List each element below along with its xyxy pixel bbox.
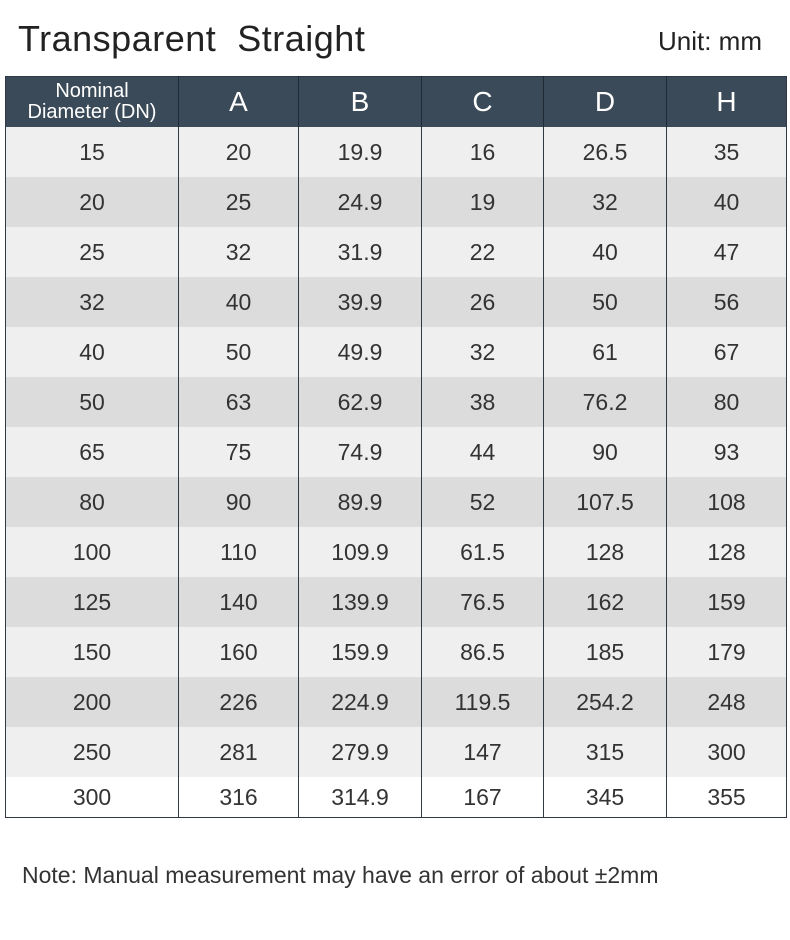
- table-cell: 25: [6, 227, 179, 277]
- table-cell: 15: [6, 127, 179, 177]
- table-row: [6, 577, 787, 627]
- table-cell: 65: [6, 427, 179, 477]
- table-cell: 26.5: [544, 127, 667, 177]
- table-cell: 281: [179, 727, 299, 777]
- table-cell: 49.9: [299, 327, 422, 377]
- table-cell: 314.9: [299, 777, 422, 818]
- table-cell: 279.9: [299, 727, 422, 777]
- page-title: Transparent Straight: [18, 18, 366, 59]
- table-cell: 32: [544, 177, 667, 227]
- table-cell: 61.5: [422, 527, 544, 577]
- table-cell: 162: [544, 577, 667, 627]
- table-cell: 25: [179, 177, 299, 227]
- table-cell: 107.5: [544, 477, 667, 527]
- table-cell: 74.9: [299, 427, 422, 477]
- table-cell: 20: [6, 177, 179, 227]
- column-header-a: A: [179, 77, 299, 128]
- table-cell: 75: [179, 427, 299, 477]
- table-cell: 32: [179, 227, 299, 277]
- table-cell: 248: [667, 677, 787, 727]
- table-cell: 19.9: [299, 127, 422, 177]
- table-row: [6, 677, 787, 727]
- table-body: [6, 127, 787, 818]
- table-cell: 50: [179, 327, 299, 377]
- table-row: [6, 727, 787, 777]
- column-header-nominal-diameter: [6, 77, 179, 128]
- table-row: [6, 227, 787, 277]
- table-cell: 80: [6, 477, 179, 527]
- table-row: [6, 777, 787, 818]
- table-cell: 38: [422, 377, 544, 427]
- table-cell: 76.2: [544, 377, 667, 427]
- table-cell: 16: [422, 127, 544, 177]
- table-cell: 316: [179, 777, 299, 818]
- table-cell: 63: [179, 377, 299, 427]
- table-cell: 20: [179, 127, 299, 177]
- table-cell: 315: [544, 727, 667, 777]
- table-cell: 50: [6, 377, 179, 427]
- table-cell: 250: [6, 727, 179, 777]
- table-cell: 119.5: [422, 677, 544, 727]
- table-cell: 19: [422, 177, 544, 227]
- table-row: [6, 627, 787, 677]
- table-cell: 108: [667, 477, 787, 527]
- table-cell: 76.5: [422, 577, 544, 627]
- column-header-c: C: [422, 77, 544, 128]
- table-cell: 32: [6, 277, 179, 327]
- dimension-table: [5, 76, 787, 818]
- table-cell: 89.9: [299, 477, 422, 527]
- table-cell: 39.9: [299, 277, 422, 327]
- table-cell: 200: [6, 677, 179, 727]
- table-cell: 224.9: [299, 677, 422, 727]
- unit-label: Unit: mm: [658, 26, 762, 56]
- column-header-line: Diameter (DN): [27, 101, 157, 123]
- table-cell: 179: [667, 627, 787, 677]
- table-cell: 61: [544, 327, 667, 377]
- table-header-row: [6, 77, 787, 128]
- table-row: [6, 277, 787, 327]
- column-header-line: Nominal: [55, 80, 129, 102]
- table-cell: 128: [544, 527, 667, 577]
- table-cell: 90: [179, 477, 299, 527]
- table-cell: 52: [422, 477, 544, 527]
- table-cell: 32: [422, 327, 544, 377]
- table-row: [6, 427, 787, 477]
- table-cell: 40: [6, 327, 179, 377]
- table-cell: 22: [422, 227, 544, 277]
- table-cell: 26: [422, 277, 544, 327]
- table-cell: 128: [667, 527, 787, 577]
- table-cell: 140: [179, 577, 299, 627]
- table-row: [6, 377, 787, 427]
- table-cell: 167: [422, 777, 544, 818]
- table-cell: 300: [6, 777, 179, 818]
- table-cell: 40: [667, 177, 787, 227]
- table-cell: 67: [667, 327, 787, 377]
- table-cell: 159.9: [299, 627, 422, 677]
- table-cell: 159: [667, 577, 787, 627]
- table-cell: 90: [544, 427, 667, 477]
- table-row: [6, 127, 787, 177]
- table-row: [6, 527, 787, 577]
- column-header-b: B: [299, 77, 422, 128]
- table-cell: 109.9: [299, 527, 422, 577]
- table-cell: 110: [179, 527, 299, 577]
- table-row: [6, 477, 787, 527]
- table-row: [6, 327, 787, 377]
- table-cell: 100: [6, 527, 179, 577]
- table-cell: 160: [179, 627, 299, 677]
- table-cell: 226: [179, 677, 299, 727]
- table-cell: 44: [422, 427, 544, 477]
- table-cell: 355: [667, 777, 787, 818]
- table-cell: 150: [6, 627, 179, 677]
- table-cell: 86.5: [422, 627, 544, 677]
- title-bar: [0, 0, 790, 75]
- table-cell: 125: [6, 577, 179, 627]
- table-cell: 35: [667, 127, 787, 177]
- column-header-h: H: [667, 77, 787, 128]
- table-cell: 345: [544, 777, 667, 818]
- table-row: [6, 177, 787, 227]
- table-cell: 31.9: [299, 227, 422, 277]
- table-cell: 80: [667, 377, 787, 427]
- table-cell: 300: [667, 727, 787, 777]
- table-cell: 62.9: [299, 377, 422, 427]
- table-cell: 40: [544, 227, 667, 277]
- table-cell: 24.9: [299, 177, 422, 227]
- table-cell: 254.2: [544, 677, 667, 727]
- table-cell: 56: [667, 277, 787, 327]
- table-cell: 185: [544, 627, 667, 677]
- table-cell: 50: [544, 277, 667, 327]
- table-cell: 139.9: [299, 577, 422, 627]
- column-header-d: D: [544, 77, 667, 128]
- table-cell: 93: [667, 427, 787, 477]
- table-cell: 47: [667, 227, 787, 277]
- table-cell: 40: [179, 277, 299, 327]
- measurement-note: Note: Manual measurement may have an error of about ±2mm: [22, 862, 659, 888]
- table-cell: 147: [422, 727, 544, 777]
